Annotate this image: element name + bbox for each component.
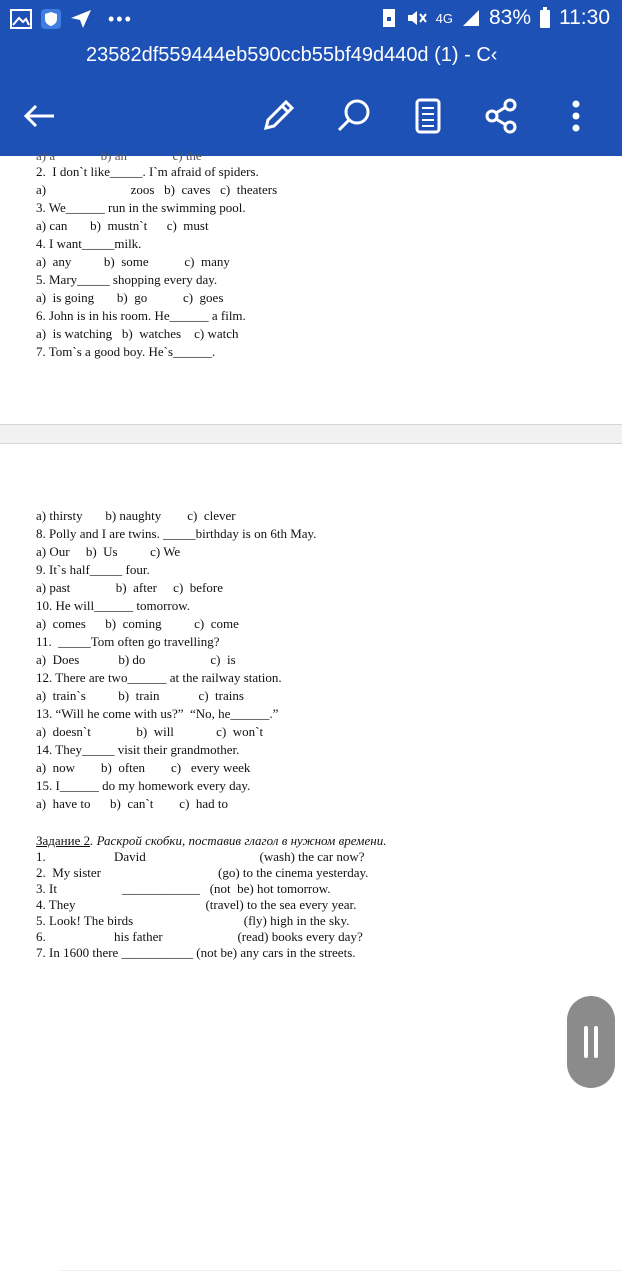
doc-line: a) train`s b) train c) trains (36, 688, 244, 703)
doc-line: 6. John is in his room. He______ a film. (36, 308, 246, 323)
doc-line: 13. “Will he come with us?” “No, he______.” (36, 706, 279, 721)
more-vert-icon[interactable] (556, 96, 596, 136)
share-icon[interactable] (482, 96, 522, 136)
doc-line: a) past b) after c) before (36, 580, 223, 595)
doc-line: a) is watching b) watches c) watch (36, 326, 239, 341)
reading-mode-icon[interactable] (408, 96, 448, 136)
edit-pencil-icon[interactable] (258, 96, 298, 136)
doc-line: 4. I want_____milk. (36, 236, 142, 251)
task2-heading (36, 833, 386, 849)
doc-line: 3. It ____________ (not be) hot tomorrow. (36, 881, 331, 896)
doc-line: 2. My sister (go) to the cinema yesterday. (36, 865, 369, 880)
notification-dots: ••• (108, 8, 133, 29)
doc-line: a) Our b) Us c) We (36, 544, 181, 559)
doc-line: 10. He will______ tomorrow. (36, 598, 191, 613)
doc-line: a) zoos b) caves c) theaters (36, 182, 278, 197)
doc-line: 7. Tom`s a good boy. He`s______. (36, 344, 216, 359)
doc-line: 4. They (travel) to the sea every year. (36, 897, 357, 912)
battery-icon (539, 7, 551, 29)
status-right (380, 6, 610, 30)
search-icon[interactable] (334, 96, 374, 136)
doc-line: 7. In 1600 there ___________ (not be) any cars in the streets. (36, 945, 356, 960)
mute-icon (406, 8, 428, 28)
doc-line: 5. Look! The birds (fly) high in the sky. (36, 913, 350, 928)
doc-line: a) any b) some c) many (36, 254, 230, 269)
scroll-handle-grip (594, 1026, 598, 1058)
doc-line: a) comes b) coming c) come (36, 616, 239, 631)
back-arrow-icon[interactable] (20, 96, 60, 136)
doc-line: a) doesn`t b) will c) won`t (36, 724, 264, 739)
doc-line: a) Does b) do c) is (36, 652, 236, 667)
task2-label: Задание 2 (36, 833, 91, 848)
signal-icon (461, 8, 481, 28)
doc-line: 9. It`s half_____ four. (36, 562, 150, 577)
doc-line: 6. his father (read) books every day? (36, 929, 363, 944)
doc-line: 5. Mary_____ shopping every day. (36, 272, 218, 287)
sd-card-icon (380, 8, 398, 28)
doc-line: a) have to b) can`t c) had to (36, 796, 229, 811)
scroll-handle-grip (584, 1026, 588, 1058)
task2-instruction: . Раскрой скобки, поставив глагол в нужном времени. (90, 833, 387, 848)
cut-off-line: a) a b) an c) the (36, 148, 202, 163)
shield-icon (40, 8, 62, 30)
doc-line: 3. We______ run in the swimming pool. (36, 200, 246, 215)
document-title: 23582df559444eb590ccb55bf49d440d (1) - C‹ (86, 44, 498, 66)
scroll-handle[interactable] (567, 996, 615, 1088)
battery-percent: 83% (488, 6, 531, 29)
gallery-icon (10, 9, 32, 29)
doc-line: a) now b) often c) every week (36, 760, 251, 775)
doc-line: 14. They_____ visit their grandmother. (36, 742, 240, 757)
page-separator (0, 424, 622, 444)
doc-line: 11. _____Tom often go travelling? (36, 634, 220, 649)
bottom-divider (60, 1270, 622, 1271)
send-icon (70, 9, 92, 29)
doc-line: 12. There are two______ at the railway station. (36, 670, 282, 685)
status-left (10, 8, 133, 30)
doc-line: 2. I don`t like_____. I`m afraid of spiders. (36, 164, 259, 179)
doc-line: a) thirsty b) naughty c) clever (36, 508, 236, 523)
doc-line: a) is going b) go c) goes (36, 290, 224, 305)
doc-line: a) can b) mustn`t c) must (36, 218, 209, 233)
doc-line: 8. Polly and I are twins. _____birthday is on 6th May. (36, 526, 317, 541)
doc-line: 15. I______ do my homework every day. (36, 778, 251, 793)
doc-line: 1. David (wash) the car now? (36, 849, 365, 864)
app-header (0, 0, 622, 156)
clock: 11:30 (559, 6, 610, 29)
document-view[interactable] (0, 148, 622, 1280)
status-bar (0, 0, 622, 40)
network-type: 4G (435, 10, 453, 26)
